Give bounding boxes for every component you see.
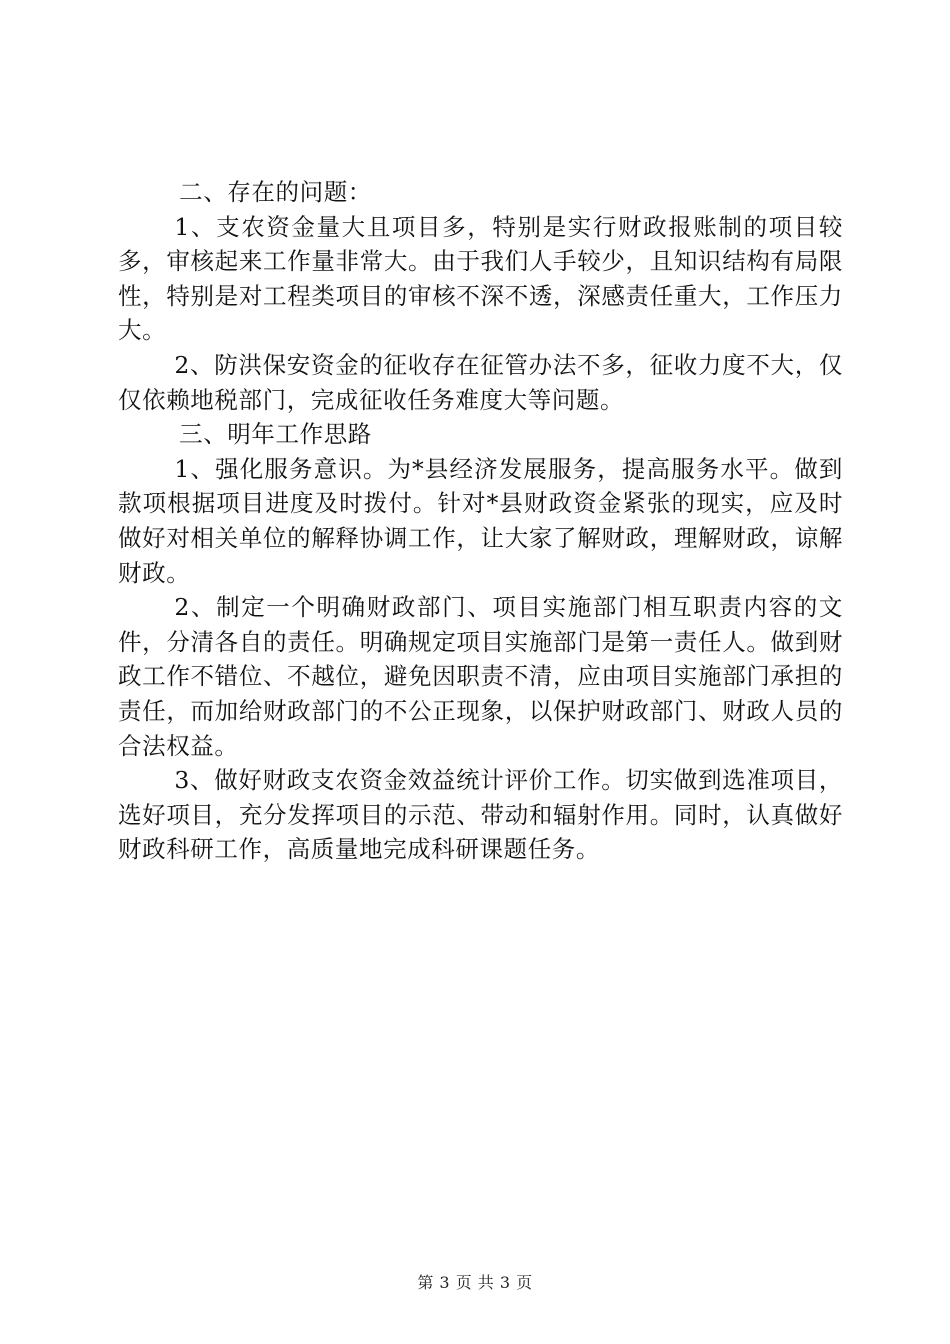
section-heading-problems: 二、存在的问题：: [179, 178, 372, 206]
paragraph-problem-1: 1、支农资金量大且项目多，特别是实行财政报账制的项目较多，审核起来工作量非常大。由于我们人手较少，且知识结构有局限性，特别是对工程类项目的审核不深不透，深感责任重大，工作压力大。: [118, 212, 843, 345]
section-heading-next-year: 三、明年工作思路: [179, 420, 372, 449]
paragraph-plan-3: 3、做好财政支农资金效益统计评价工作。切实做到选准项目，选好项目，充分发挥项目的示范、带动和辐射作用。同时，认真做好财政科研工作，高质量地完成科研课题任务。: [118, 766, 843, 864]
paragraph-plan-2: 2、制定一个明确财政部门、项目实施部门相互职责内容的文件，分清各自的责任。明确规定项目实施部门是第一责任人。做到财政工作不错位、不越位，避免因职责不清，应由项目实施部门承担的责任，而加给财政部门的不公正现象，以保护财政部门、财政人员的合法权益。: [118, 593, 843, 760]
paragraph-plan-1: 1、强化服务意识。为*县经济发展服务，提高服务水平。做到款项根据项目进度及时拨付。针对*县财政资金紧张的现实，应及时做好对相关单位的解释协调工作，让大家了解财政，理解财政，谅解财政。: [118, 454, 843, 587]
page-footer: 第 3 页 共 3 页: [417, 1273, 533, 1292]
paragraph-problem-2: 2、防洪保安资金的征收存在征管办法不多，征收力度不大，仅仅依赖地税部门，完成征收任务难度大等问题。: [118, 350, 843, 414]
document-body: [118, 175, 843, 867]
